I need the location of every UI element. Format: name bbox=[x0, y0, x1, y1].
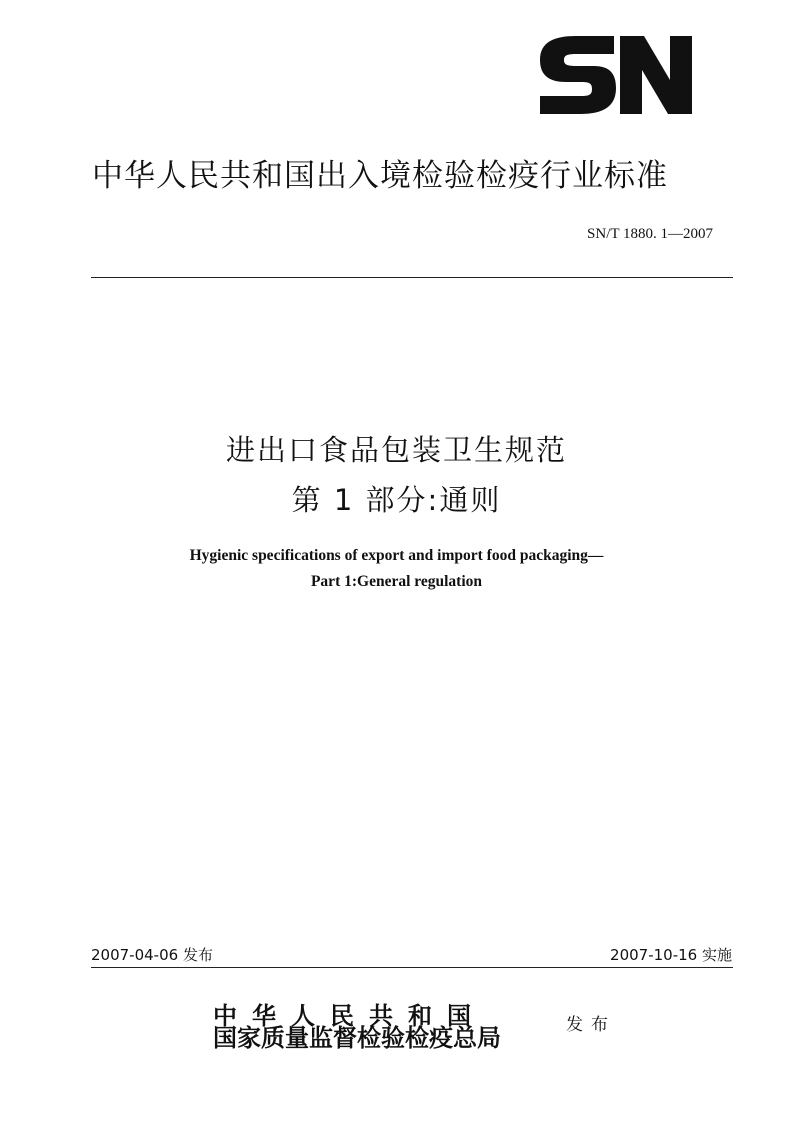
top-divider bbox=[91, 277, 733, 278]
issuer-line2: 国家质量监督检验检疫总局 bbox=[213, 1023, 501, 1052]
title-en-line1: Hygienic specifications of export and import food packaging— bbox=[189, 547, 604, 564]
issuer-line1: 中华人民共和国 bbox=[213, 1001, 486, 1030]
title-zh-line1: 进出口食品包装卫生规范 bbox=[225, 433, 567, 467]
standard-category: 中华人民共和国出入境检验检疫行业标准 bbox=[92, 158, 668, 194]
issue-date: 2007-04-06 发布 bbox=[91, 946, 213, 964]
publish-label: 发布 bbox=[566, 1015, 616, 1035]
implementation-date: 2007-10-16 实施 bbox=[610, 946, 732, 964]
sn-logo bbox=[536, 30, 696, 120]
logo-letter-s bbox=[540, 36, 616, 114]
logo-letter-n bbox=[620, 36, 692, 114]
standard-number: SN/T 1880. 1—2007 bbox=[587, 226, 713, 242]
bottom-divider bbox=[91, 967, 733, 968]
title-zh-line2: 第 1 部分:通则 bbox=[291, 483, 502, 517]
title-en-line2: Part 1:General regulation bbox=[310, 573, 483, 590]
